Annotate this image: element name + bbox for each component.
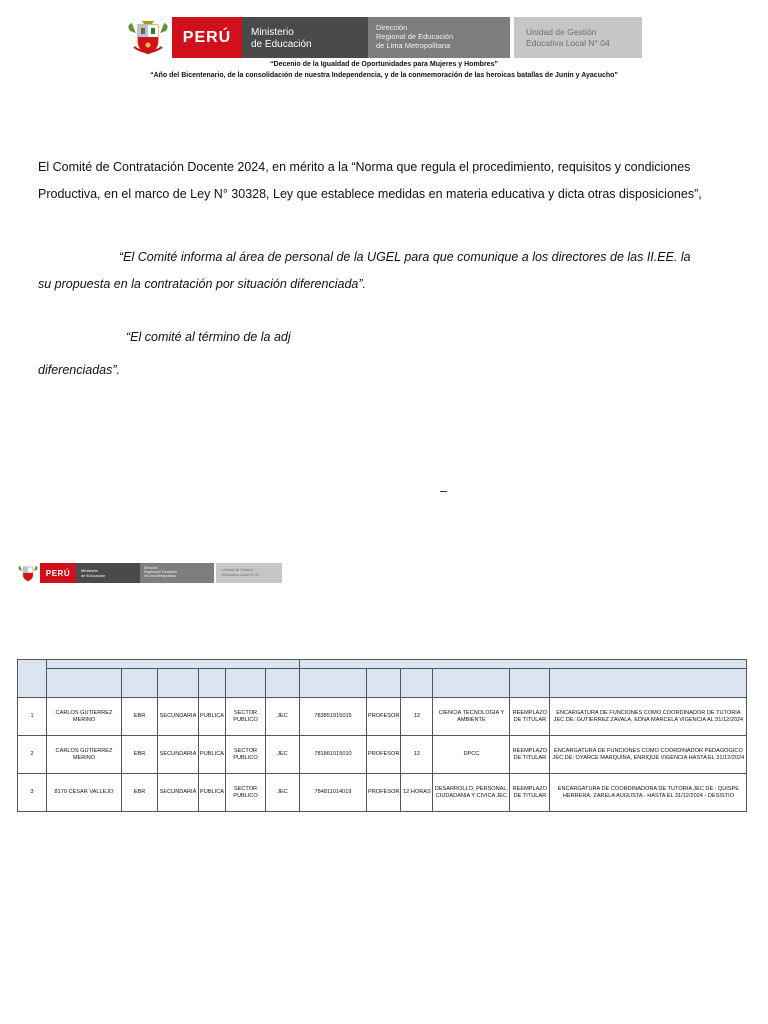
- header-cell: [300, 669, 367, 698]
- cell-model: JEC: [266, 698, 300, 736]
- cell-reason: REEMPLAZO DE TITULAR: [510, 698, 550, 736]
- header-banner: [124, 17, 646, 58]
- cell-reason: REEMPLAZO DE TITULAR: [510, 774, 550, 812]
- assignment-table: [17, 659, 747, 812]
- cell-code: 781861015010: [300, 736, 367, 774]
- cell-observation: ENCARGATURA DE FUNCIONES COMO COORDINADOR DE TUTORIA JEC DE: GUTIERREZ ZAVALA, EDNA MARCELA VIGENCIA AL 31/12/2024: [550, 698, 747, 736]
- cell-sector: SECTOR PUBLICO: [226, 774, 266, 812]
- header-cell: [158, 669, 199, 698]
- cell-sector: SECTOR PUBLICO: [226, 698, 266, 736]
- ministry-line: de Educación: [251, 39, 312, 50]
- cell-model: JEC: [266, 774, 300, 812]
- header-cell: [367, 669, 401, 698]
- cell-num: 2: [18, 736, 47, 774]
- cell-name: 8170 CESAR VALLEJO: [47, 774, 122, 812]
- direction-line: Dirección: [144, 566, 158, 570]
- cell-code: 784811014019: [300, 774, 367, 812]
- direction-line: Regional de Educación: [144, 570, 177, 574]
- peru-brand: PERÚ: [40, 563, 76, 583]
- ministry-line: de Educación: [81, 573, 106, 578]
- cell-hours: 12 HORAS: [401, 774, 433, 812]
- quote-line: “El comité al término de la adj: [126, 330, 291, 344]
- dash-mark: –: [440, 484, 447, 498]
- direction-label: [368, 17, 510, 58]
- header-cell: [433, 669, 510, 698]
- header-cell: [550, 669, 747, 698]
- header-cell: [47, 669, 122, 698]
- table-row: [18, 736, 747, 774]
- ministry-label: [242, 17, 368, 58]
- cell-management: PUBLICA: [199, 774, 226, 812]
- cell-modality: EBR: [122, 736, 158, 774]
- quote-line: su propuesta en la contratación por situación diferenciada”.: [38, 277, 366, 291]
- ugel-label: [216, 563, 282, 583]
- table-row: [18, 698, 747, 736]
- header-cell: [401, 669, 433, 698]
- motto-decade: “Decenio de la Igualdad de Oportunidades para Mujeres y Hombres”: [270, 61, 498, 68]
- ugel-line: Unidad de Gestión: [526, 27, 597, 37]
- direction-label: [140, 563, 214, 583]
- ministry-line: Ministerio: [251, 27, 294, 38]
- cell-observation: ENCARGATURA DE FUNCIONES COMO COORDINADOR PEDAGOGICO JEC DE: OYARCE MARQUINA, ENRIQUE VIGENCIA HASTA EL 31/12/2024: [550, 736, 747, 774]
- cell-num: 3: [18, 774, 47, 812]
- header-cell: [300, 660, 747, 669]
- ugel-line: Educativa Local N° 04: [222, 573, 260, 577]
- motto-year: “Año del Bicentenario, de la consolidación de nuestra Independencia, y de la conmemoración de las heroicas batallas de Junín y Ayacucho”: [150, 72, 618, 79]
- cell-hours: 12: [401, 698, 433, 736]
- paragraph-line: Productiva, en el marco de Ley N° 30328, Ley que establece medidas en materia educativa y dicta otras disposiciones”,: [38, 187, 702, 201]
- ministry-line: Ministerio: [81, 568, 99, 573]
- table-row: [18, 774, 747, 812]
- cell-model: JEC: [266, 736, 300, 774]
- cell-modality: EBR: [122, 698, 158, 736]
- ugel-label: [514, 17, 642, 58]
- header-cell: [226, 669, 266, 698]
- cell-position: PROFESOR: [367, 736, 401, 774]
- header-cell: [47, 660, 300, 669]
- cell-name: CARLOS GUTIERREZ MERINO: [47, 698, 122, 736]
- direction-line: de Lima Metropolitana: [144, 574, 176, 578]
- cell-name: CARLOS GUTIERREZ MERINO: [47, 736, 122, 774]
- ministry-label: [76, 563, 140, 583]
- header-banner-small: [16, 563, 292, 583]
- cell-level: SECUNDARIA: [158, 698, 199, 736]
- header-cell: [510, 669, 550, 698]
- cell-area: DESARROLLO, PERSONAL, CIUDADANIA Y CIVICA JEC: [433, 774, 510, 812]
- coat-of-arms-icon: [124, 17, 172, 58]
- cell-code: 783851915015: [300, 698, 367, 736]
- direction-line: de Lima Metropolitana: [376, 41, 451, 50]
- cell-modality: EBR: [122, 774, 158, 812]
- header-cell: [122, 669, 158, 698]
- cell-reason: REEMPLAZO DE TITULAR: [510, 736, 550, 774]
- cell-hours: 12: [401, 736, 433, 774]
- cell-management: PUBLICA: [199, 736, 226, 774]
- table-header-row: [18, 660, 747, 669]
- cell-area: DPCC: [433, 736, 510, 774]
- ugel-line: Educativa Local N° 04: [526, 38, 610, 48]
- header-cell: [18, 660, 47, 698]
- cell-position: PROFESOR: [367, 698, 401, 736]
- cell-level: SECUNDARIA: [158, 736, 199, 774]
- header-cell: [266, 669, 300, 698]
- cell-num: 1: [18, 698, 47, 736]
- quote-line: diferenciadas”.: [38, 363, 120, 377]
- cell-area: CIENCIA TECNOLOGIA Y AMBIENTE: [433, 698, 510, 736]
- direction-line: Dirección: [376, 23, 408, 32]
- header-cell: [199, 669, 226, 698]
- cell-management: PUBLICA: [199, 698, 226, 736]
- quote-line: “El Comité informa al área de personal de la UGEL para que comunique a los directores de las II.EE. la: [119, 250, 691, 264]
- table-header-row: [18, 669, 747, 698]
- direction-line: Regional de Educación: [376, 32, 454, 41]
- cell-position: PROFESOR: [367, 774, 401, 812]
- paragraph-line: El Comité de Contratación Docente 2024, en mérito a la “Norma que regula el procedimiento, requisitos y condiciones: [38, 160, 691, 174]
- peru-brand: PERÚ: [172, 17, 242, 58]
- cell-level: SECUNDARIA: [158, 774, 199, 812]
- coat-of-arms-icon: [16, 563, 40, 583]
- cell-sector: SECTOR PUBLICO: [226, 736, 266, 774]
- ugel-line: Unidad de Gestión: [222, 568, 254, 572]
- cell-observation: ENCARGATURA DE COORDINADORA DE TUTORIA JEC DE : QUISPE HERRERA, ZARELA AUGUSTA - HASTA EL 31/12/2024 - DESISTIO: [550, 774, 747, 812]
